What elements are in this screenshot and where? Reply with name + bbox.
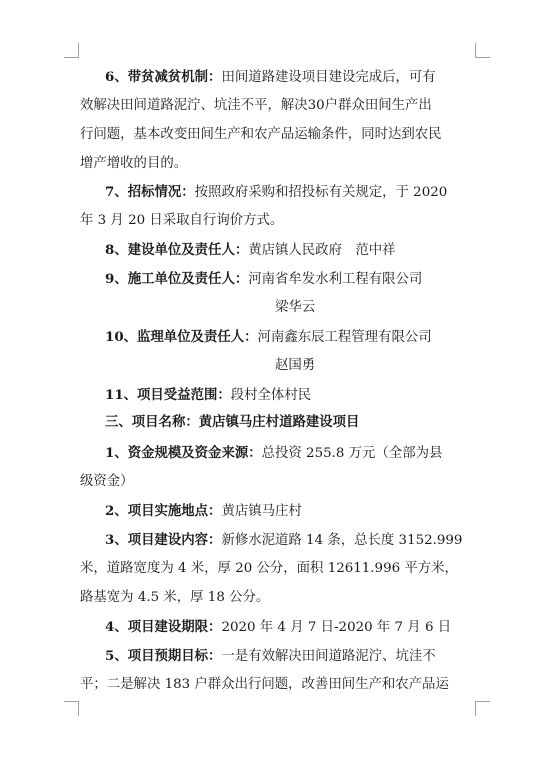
section-3-item-4-label: 4、项目建设期限： (105, 619, 222, 635)
paragraph-7-line-1 (105, 182, 447, 203)
section-3-item-3-label: 3、项目建设内容： (105, 532, 222, 548)
paragraph-6-line-4: 增产增收的目的。 (80, 156, 188, 171)
paragraph-7-line-2: 年 3 月 20 日采取自行询价方式。 (80, 213, 284, 228)
section-3-item-5-line-2: 平；二是解决 183 户群众出行问题，改善田间生产和农产品运 (80, 677, 449, 692)
paragraph-10-person: 赵国勇 (275, 358, 316, 373)
section-3-item-3-line-1 (105, 530, 462, 551)
paragraph-6-text: 田间道路建设项目建设完成后，可有 (221, 70, 436, 85)
paragraph-6-line-2: 效解决田间道路泥泞、坑洼不平，解决30户群众田间生产出 (80, 98, 432, 113)
paragraph-10-text: 河南鑫东辰工程管理有限公司 (257, 330, 432, 345)
section-3-item-4 (105, 617, 451, 638)
section-3-item-3-text: 新修水泥道路 14 条，总长度 3152.999 (221, 533, 463, 548)
section-3-item-2-label: 2、项目实施地点： (105, 503, 222, 519)
margin-corner-top-left (64, 43, 79, 58)
section-3-item-2-text: 黄店镇马庄村 (221, 504, 302, 519)
margin-corner-bottom-right (475, 701, 490, 716)
paragraph-8 (105, 240, 396, 261)
paragraph-8-text: 黄店镇人民政府 范中祥 (248, 243, 396, 258)
paragraph-11 (105, 385, 311, 406)
margin-corner-bottom-left (64, 701, 79, 716)
margin-corner-top-right (475, 43, 490, 58)
paragraph-10-label: 10、监理单位及责任人： (105, 329, 258, 345)
section-3-item-5-label: 5、项目预期目标： (105, 648, 222, 664)
paragraph-9-label: 9、施工单位及责任人： (105, 271, 249, 287)
section-3-item-4-text: 2020 年 4 月 7 日-2020 年 7 月 6 日 (221, 620, 452, 635)
section-3-item-3-line-3: 路基宽为 4.5 米，厚 18 公分。 (80, 590, 270, 605)
section-3-item-1-line-2: 级资金） (80, 474, 134, 489)
paragraph-6-line-3: 行问题，基本改变田间生产和农产品运输条件，同时达到农民 (80, 127, 442, 142)
section-3-item-2 (105, 501, 302, 522)
paragraph-9-person: 梁华云 (275, 300, 316, 315)
section-3-item-1-label: 1、资金规模及资金来源： (105, 445, 262, 461)
section-3-item-1-line-1 (105, 443, 442, 464)
paragraph-6-label: 6、带贫减贫机制： (105, 69, 222, 85)
paragraph-11-label: 11、项目受益范围： (105, 387, 231, 403)
section-3-item-3-line-2: 米，道路宽度为 4 米，厚 20 公分，面积 12611.996 平方米， (80, 561, 458, 576)
section-3-item-5-text: 一是有效解决田间道路泥泞、坑洼不 (221, 649, 436, 664)
paragraph-9 (105, 269, 422, 290)
paragraph-10 (105, 327, 432, 348)
section-3-heading: 三、项目名称：黄店镇马庄村道路建设项目 (105, 414, 360, 430)
section-3-item-5-line-1 (105, 646, 436, 667)
paragraph-7-label: 7、招标情况： (105, 184, 195, 200)
paragraph-8-label: 8、建设单位及责任人： (105, 242, 249, 258)
section-3-item-1-text: 总投资 255.8 万元（全部为县 (261, 446, 443, 461)
paragraph-9-text: 河南省牟发水利工程有限公司 (248, 272, 423, 287)
paragraph-6-line-1 (105, 67, 436, 88)
paragraph-11-text: 段村全体村民 (230, 388, 312, 403)
paragraph-7-text: 按照政府采购和招投标有关规定，于 2020 (194, 185, 448, 200)
